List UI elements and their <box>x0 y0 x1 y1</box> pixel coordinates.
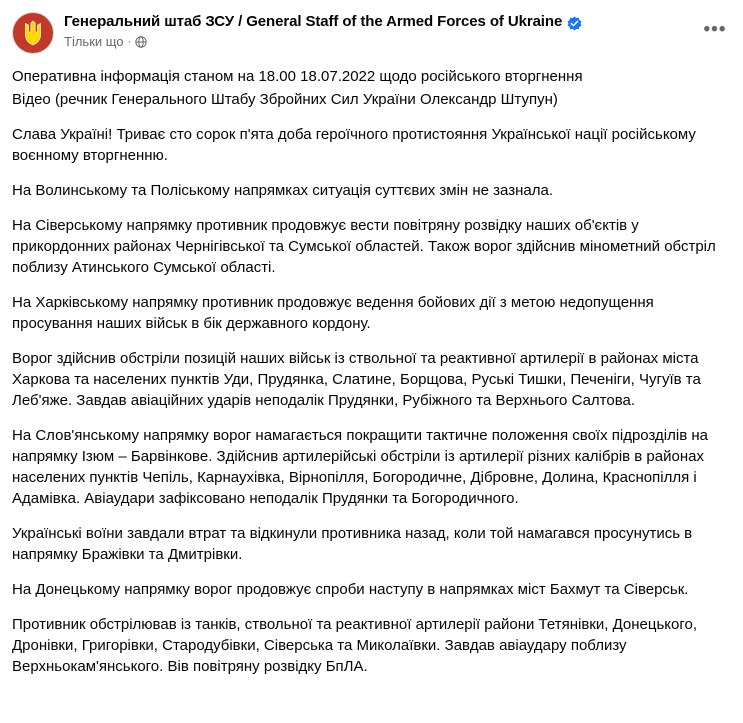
post-body <box>12 60 731 677</box>
post-meta <box>64 34 731 50</box>
avatar[interactable] <box>12 12 54 54</box>
post-paragraph: На Харківському напрямку противник продовжує ведення бойових дії з метою недопущення просування наших військ в бік державного кордону. <box>12 294 654 332</box>
meta-separator: · <box>127 36 132 48</box>
post-header <box>12 8 731 60</box>
post-paragraph: Слава Україні! Триває сто сорок п'ята доба героїчного протистояння Української нації російському воєнному вторгненню. <box>12 126 696 164</box>
post-header-text <box>64 12 731 50</box>
verified-badge-icon <box>567 16 582 31</box>
post-paragraph: На Донецькому напрямку ворог продовжує спроби наступу в напрямках міст Бахмут та Сіверськ. <box>12 581 689 598</box>
post-paragraph: На Слов'янському напрямку ворог намагається покращити тактичне положення своїх підрозділів на напрямку Ізюм – Барвінкове. Здійснив артилерійські обстріли із артилерії різних калібрів в районах населених пунктів Чепіль, Карнаухівка, Вірнопілля, Богородичне, Дібровне, Долина, Краснопілля і Адамівка. Авіаудари зафіксовано неподалік Прудянки та Богородичного. <box>12 427 708 507</box>
post-paragraph: Оперативна інформація станом на 18.00 18.07.2022 щодо російського вторгнення <box>12 68 583 85</box>
post-paragraph: Ворог здійснив обстріли позицій наших військ із ствольної та реактивної артилерії в районах міста Харкова та населених пунктів Уди, Прудянка, Слатине, Борщова, Руські Тишки, Печеніги, Чугуїв та Леб'яже. Завдав авіаційних ударів неподалік Прудянки, Рубіжного та Верхнього Салтова. <box>12 350 701 409</box>
author-name[interactable]: Генеральний штаб ЗСУ / General Staff of the Armed Forces of Ukraine <box>64 13 563 30</box>
globe-icon[interactable] <box>135 36 147 48</box>
post-timestamp[interactable]: Тільки що <box>64 34 124 49</box>
post-paragraph: Противник обстрілював із танків, ствольної та реактивної артилерії райони Тетянівки, Донецького, Дронівки, Григорівки, Стародубівки, Сіверська та Миколаївки. Завдав авіаудару поблизу Верхньокам'янського. Вів повітряну розвідку БпЛА. <box>12 616 697 675</box>
post-paragraph: Відео (речник Генерального Штабу Збройних Сил України Олександр Штупун) <box>12 91 558 108</box>
post-paragraph: Українські воїни завдали втрат та відкинули противника назад, коли той намагався просунутись в напрямку Бражівки та Дмитрівки. <box>12 525 693 563</box>
post-paragraph: На Сіверському напрямку противник продовжує вести повітряну розвідку наших об'єктів у прикордонних районах Чернігівської та Сумської областей. Також ворог здійснив мінометний обстріл поблизу Атинського Сумської області. <box>12 217 716 276</box>
post-paragraph: На Волинському та Поліському напрямках ситуація суттєвих змін не зазнала. <box>12 182 553 199</box>
ukraine-trident-emblem-icon <box>22 20 44 46</box>
post-more-options-button[interactable]: ••• <box>703 19 727 40</box>
author-row <box>64 13 731 31</box>
